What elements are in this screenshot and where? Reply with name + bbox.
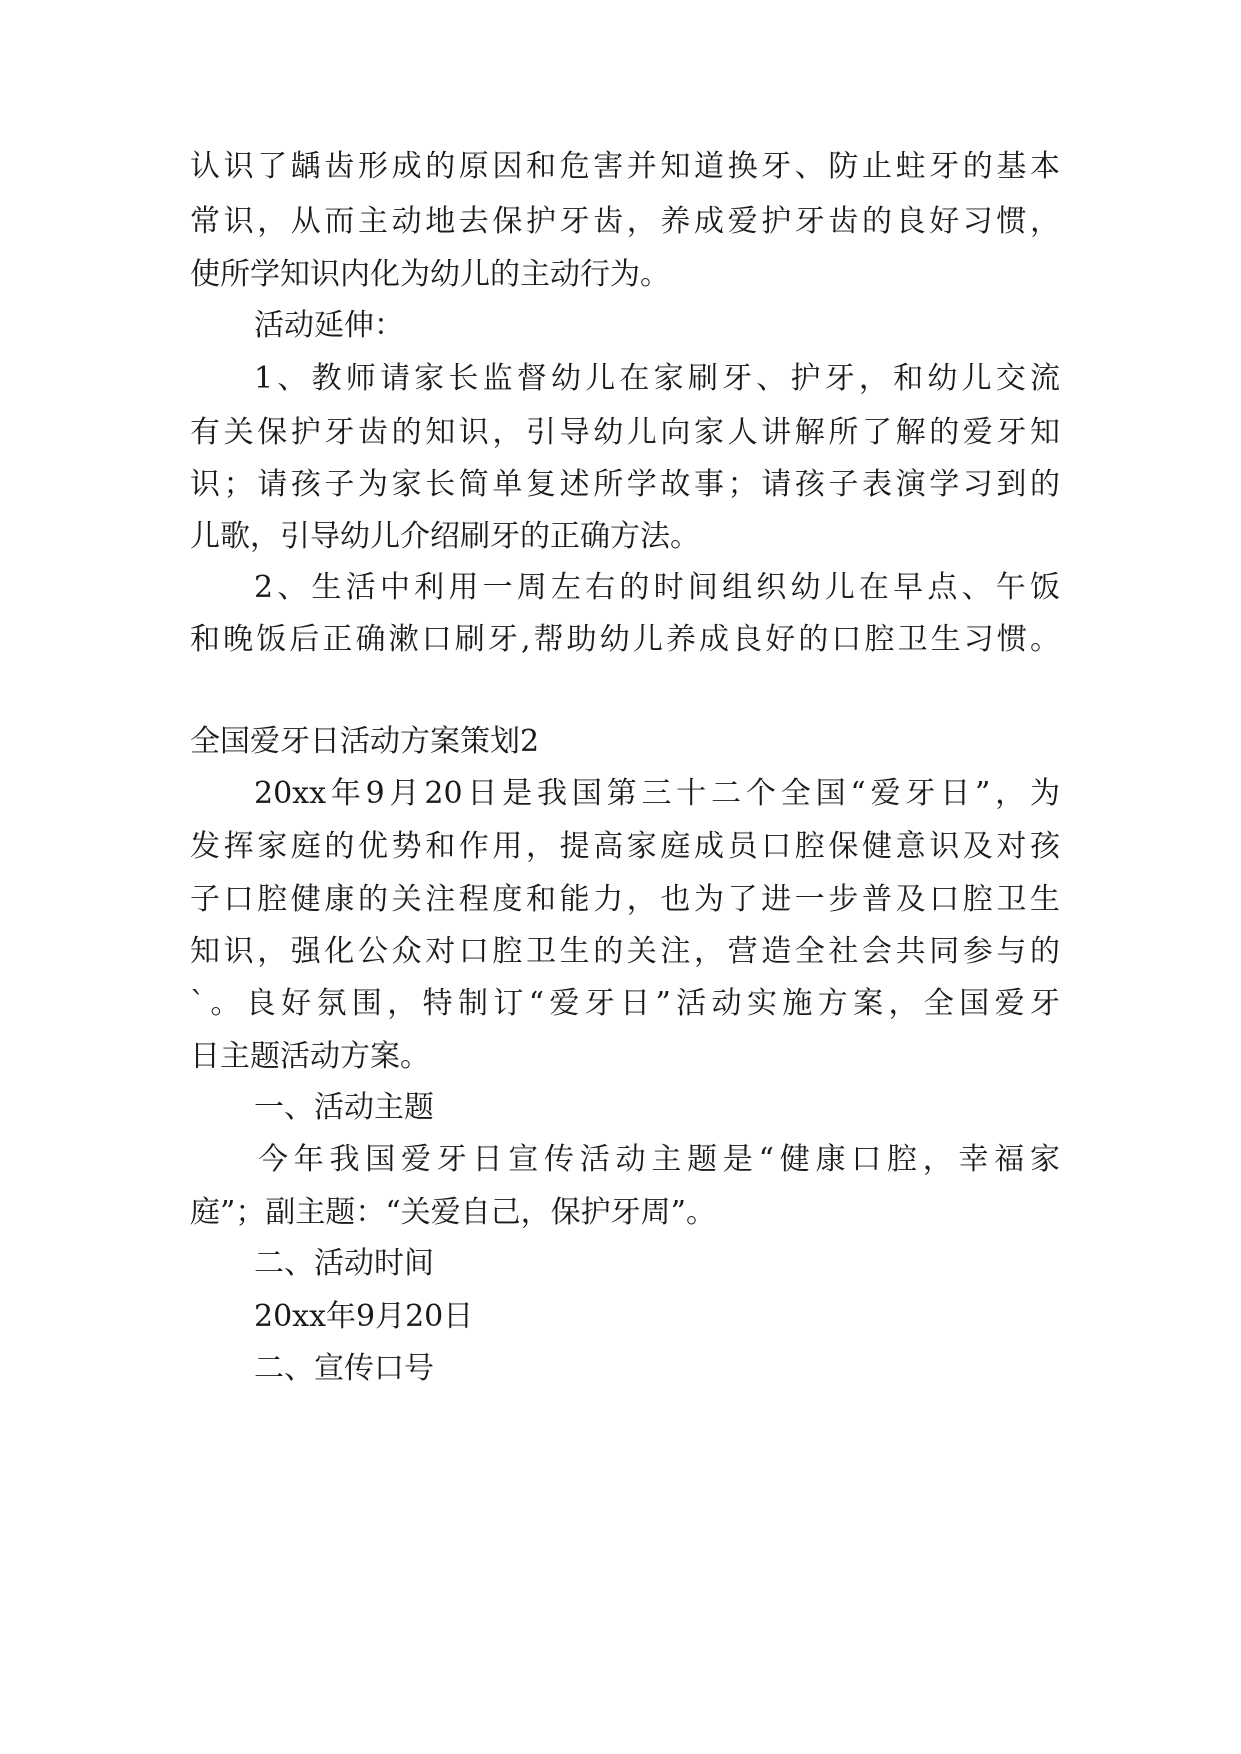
paragraph-line: 知识，强化公众对口腔卫生的关注，营造全社会共同参与的 bbox=[190, 934, 1060, 969]
section-title: 全国爱牙日活动方案策划2 bbox=[190, 724, 540, 759]
list-item-line: 1、教师请家长监督幼儿在家刷牙、护牙，和幼儿交流 bbox=[254, 361, 1060, 396]
section-heading-time: 二、活动时间 bbox=[254, 1246, 434, 1281]
list-item-line: 有关保护牙齿的知识，引导幼儿向家人讲解所了解的爱牙知 bbox=[190, 415, 1060, 450]
paragraph-line: 常识，从而主动地去保护牙齿，养成爱护牙齿的良好习惯， bbox=[190, 204, 1060, 239]
time-value: 20xx年9月20日 bbox=[254, 1299, 474, 1334]
paragraph-line: 20xx年9月20日是我国第三十二个全国“爱牙日”，为 bbox=[254, 776, 1060, 811]
list-item-line: 和晚饭后正确漱口刷牙,帮助幼儿养成良好的口腔卫生习惯。 bbox=[190, 622, 1060, 657]
section-heading-extension: 活动延伸： bbox=[254, 308, 404, 343]
paragraph-line: 日主题活动方案。 bbox=[190, 1039, 430, 1074]
paragraph-line: 发挥家庭的优势和作用，提高家庭成员口腔保健意识及对孩 bbox=[190, 829, 1060, 864]
paragraph-line: `。良好氛围，特制订“爱牙日”活动实施方案，全国爱牙 bbox=[190, 986, 1060, 1021]
paragraph-line: 使所学知识内化为幼儿的主动行为。 bbox=[190, 257, 670, 292]
list-item-line: 识；请孩子为家长简单复述所学故事；请孩子表演学习到的 bbox=[190, 467, 1060, 502]
section-heading-slogan: 二、宣传口号 bbox=[254, 1351, 434, 1386]
paragraph-line: 今年我国爱牙日宣传活动主题是“健康口腔，幸福家 bbox=[258, 1142, 1060, 1177]
section-heading-theme: 一、活动主题 bbox=[254, 1090, 434, 1125]
list-item-line: 2、生活中利用一周左右的时间组织幼儿在早点、午饭 bbox=[254, 570, 1060, 605]
paragraph-line: 子口腔健康的关注程度和能力，也为了进一步普及口腔卫生 bbox=[190, 882, 1060, 917]
list-item-line: 儿歌，引导幼儿介绍刷牙的正确方法。 bbox=[190, 519, 700, 554]
paragraph-line: 认识了龋齿形成的原因和危害并知道换牙、防止蛀牙的基本 bbox=[190, 149, 1060, 184]
paragraph-line: 庭”；副主题：“关爱自己，保护牙周”。 bbox=[190, 1195, 717, 1230]
